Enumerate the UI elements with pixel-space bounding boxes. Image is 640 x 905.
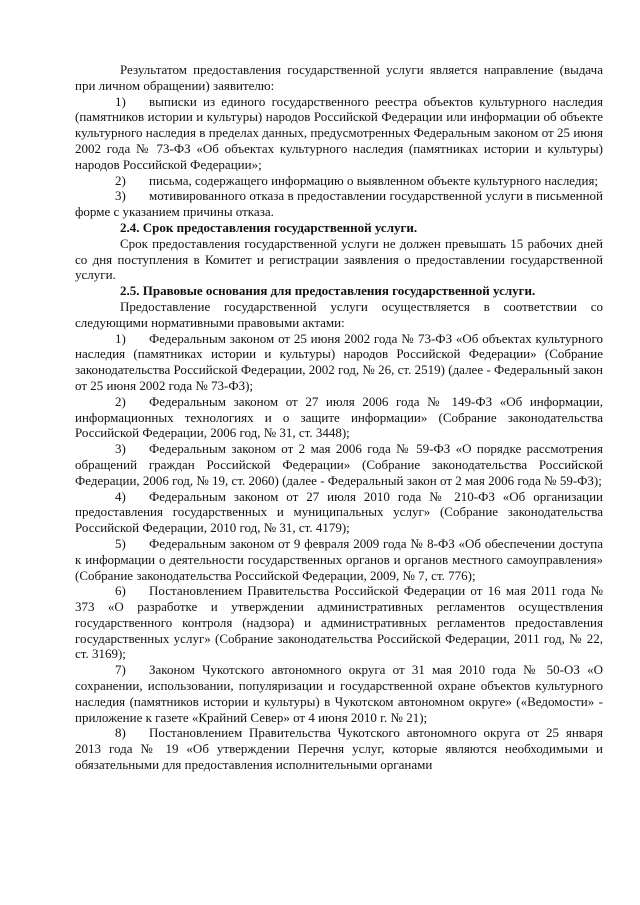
- list-item: [75, 394, 603, 441]
- document-page: [75, 62, 603, 773]
- item-number: 3): [115, 441, 126, 457]
- list-item: [75, 173, 603, 189]
- item-text: Федеральным законом от 9 февраля 2009 года № 8-ФЗ «Об обеспечении доступа к информации о деятельности государственных органов и органов местного самоуправления» (Собрание законодательства Российской Федерации, 2009, № 7, ст. 776);: [75, 535, 603, 583]
- section-paragraph: Срок предоставления государственной услуги не должен превышать 15 рабочих дней со дня поступления в Комитет и регистрации заявления о предоставлении государственной услуги.: [75, 235, 603, 283]
- list-item: [75, 536, 603, 583]
- item-text: Законом Чукотского автономного округа от 31 мая 2010 года № 50-ОЗ «О сохранении, использовании, популяризации и государственной охране объектов культурного наследия (памятников истории и культуры) в Чукотском автономном округе» («Ведомости» - приложение к газете «Крайний Север» от 4 июня 2010 г. № 21);: [75, 662, 603, 725]
- item-text: Федеральным законом от 27 июля 2006 года № 149-ФЗ «Об информации, информационных технологиях и о защите информации» (Собрание законодательства Российской Федерации, 2006 год, № 31, ст. 3448);: [75, 393, 603, 441]
- item-number: 2): [115, 393, 126, 409]
- acts-list: [75, 331, 603, 773]
- item-text: Федеральным законом от 25 июня 2002 года № 73-ФЗ «Об объектах культурного наследия (памятниках истории и культуры) народов Российской Федерации» (Собрание законодательства Российской Федерации, 2002 год, № 26, ст. 2519) (далее - Федеральный закон от 25 июня 2002 года № 73-ФЗ);: [75, 330, 603, 393]
- results-list: [75, 94, 603, 220]
- list-item: [75, 489, 603, 536]
- item-number: 2): [115, 172, 126, 188]
- section-heading: 2.5. Правовые основания для предоставления государственной услуги.: [120, 283, 536, 299]
- list-item: [75, 188, 603, 220]
- item-text: письма, содержащего информацию о выявленном объекте культурного наследия;: [149, 172, 599, 188]
- item-number: 6): [115, 583, 126, 599]
- list-item: [75, 725, 603, 772]
- item-text: Федеральным законом от 27 июля 2010 года № 210-ФЗ «Об организации предоставления государственных и муниципальных услуг» (Собрание законодательства Российской Федерации, 2010 год, № 31, ст. 4179);: [75, 488, 603, 536]
- item-number: 7): [115, 662, 126, 678]
- section-heading: 2.4. Срок предоставления государственной услуги.: [120, 219, 418, 235]
- list-item: [75, 583, 603, 662]
- item-number: 4): [115, 488, 126, 504]
- item-number: 3): [115, 188, 126, 204]
- item-text: Постановлением Правительства Чукотского автономного округа от 25 января 2013 года № 19 «Об утверждении Перечня услуг, которые являются необходимыми и обязательными для предоставления исполнительными органами: [75, 725, 603, 773]
- item-text: выписки из единого государственного реестра объектов культурного наследия (памятников истории и культуры) народов Российской Федерации или информации об объекте культурного наследия в пределах данных, предусмотренных Федеральным законом от 25 июня 2002 года № 73-ФЗ «Об объектах культурного наследия (памятниках истории и культуры) народов Российской Федерации»;: [75, 93, 603, 172]
- item-number: 1): [115, 93, 126, 109]
- item-number: 5): [115, 535, 126, 551]
- section-paragraph: Предоставление государственной услуги осуществляется в соответствии со следующими нормативными правовыми актами:: [75, 298, 603, 330]
- item-number: 8): [115, 725, 126, 741]
- item-text: Постановлением Правительства Российской Федерации от 16 мая 2011 года № 373 «О разработке и утверждении административных регламентов осуществления государственного контроля (надзора) и административных регламентов предоставления государственных услуг» (Собрание законодательства Российской Федерации, 2011 год, № 22, ст. 3169);: [75, 583, 603, 662]
- intro-paragraph: Результатом предоставления государственной услуги является направление (выдача при личном обращении) заявителю:: [75, 62, 603, 93]
- list-item: [75, 94, 603, 173]
- list-item: [75, 331, 603, 394]
- list-item: [75, 662, 603, 725]
- item-number: 1): [115, 330, 126, 346]
- item-text: мотивированного отказа в предоставлении государственной услуги в письменной форме с указанием причины отказа.: [75, 188, 603, 220]
- list-item: [75, 441, 603, 488]
- item-text: Федеральным законом от 2 мая 2006 года № 59-ФЗ «О порядке рассмотрения обращений граждан Российской Федерации» (Собрание законодательства Российской Федерации, 2006 год, № 19, ст. 2060) (далее - Федеральный закон от 2 мая 2006 года № 59-ФЗ);: [75, 441, 603, 488]
